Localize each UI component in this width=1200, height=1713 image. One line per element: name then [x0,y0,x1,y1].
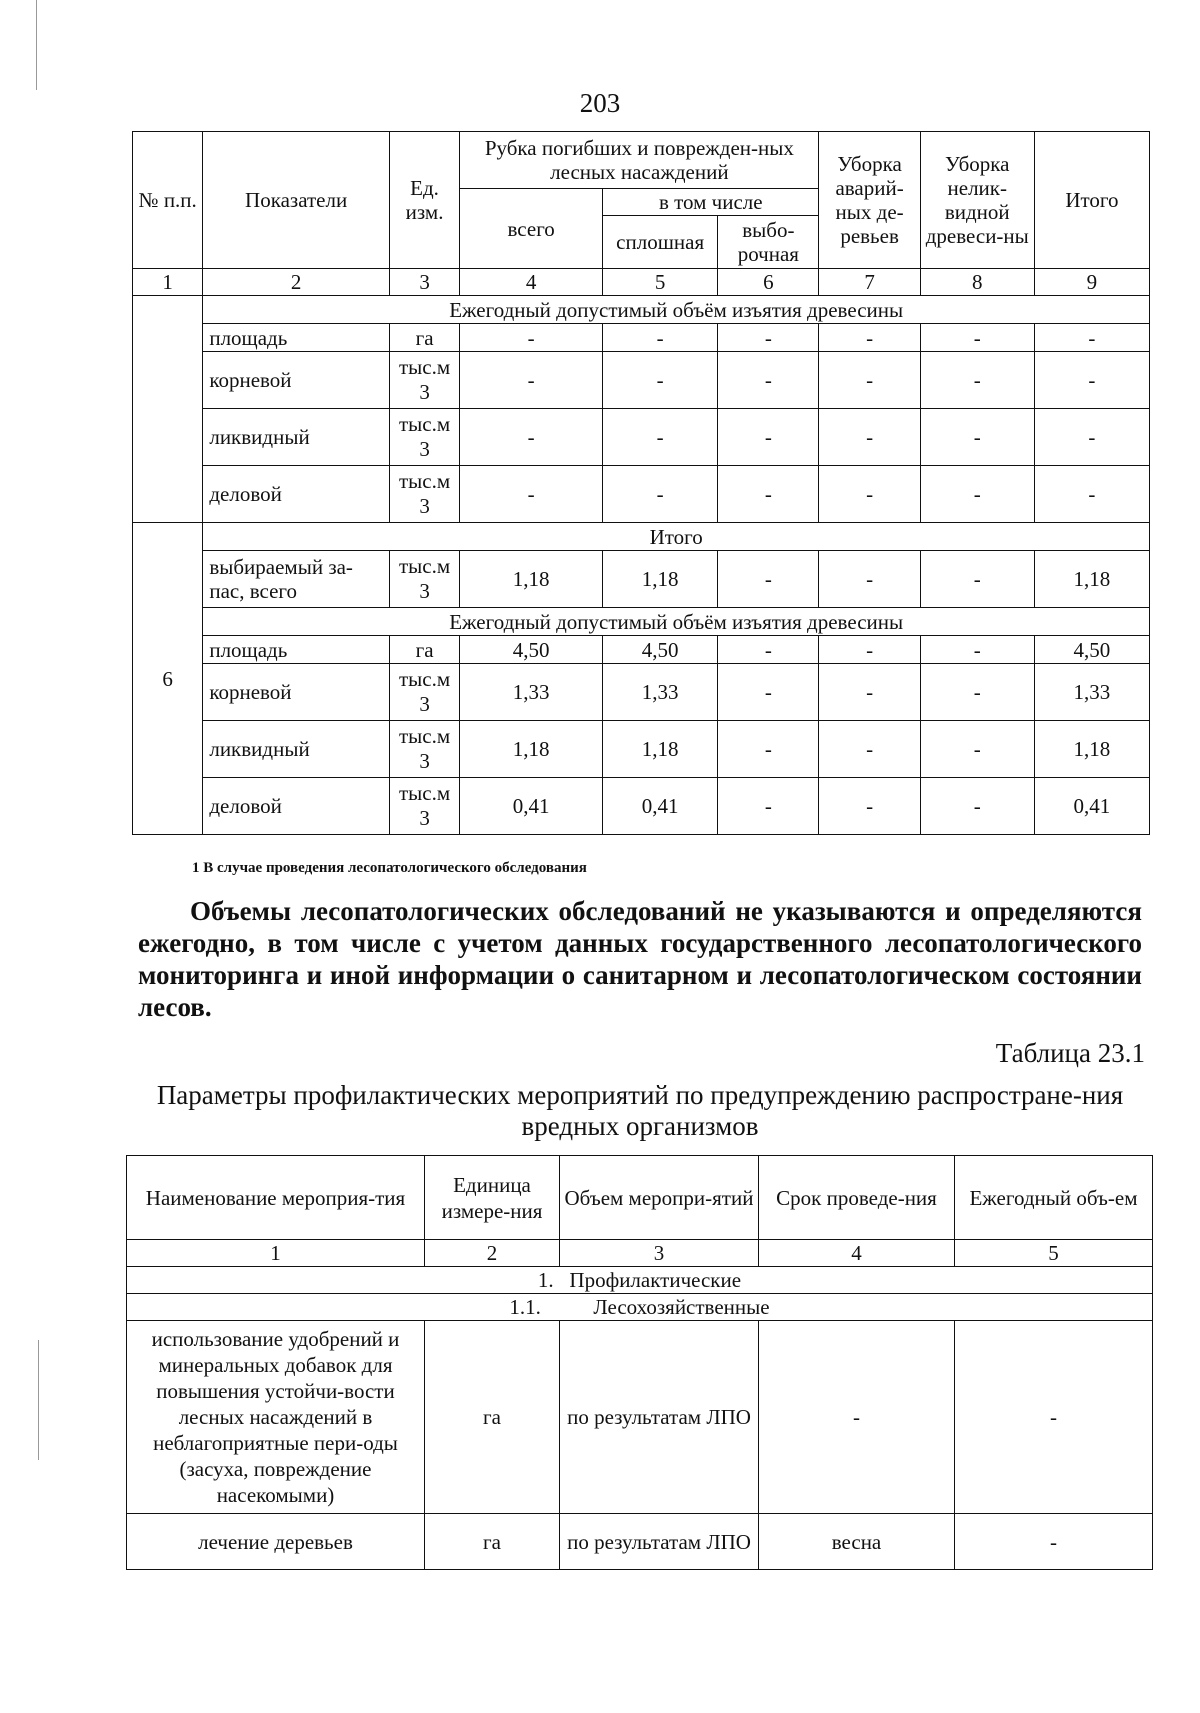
cell: - [819,636,920,664]
cell: - [819,664,920,721]
cell: - [460,324,603,352]
cell: - [460,409,603,466]
table-row [127,1514,1153,1570]
row-unit: тыс.м 3 [389,466,459,523]
cell: - [819,721,920,778]
section-title: 1. Профилактические [127,1267,1153,1294]
row-label: выбираемый за-пас, всего [203,551,390,608]
row-label: площадь [203,324,390,352]
cell: 1,18 [1034,721,1149,778]
row-unit: га [389,636,459,664]
cell: - [1034,324,1149,352]
table-row [133,551,1150,608]
table-row [133,721,1150,778]
cell: - [1034,466,1149,523]
col-number: 4 [460,269,603,296]
cell: 1,18 [460,551,603,608]
cell: 4,50 [1034,636,1149,664]
cell: - [920,466,1034,523]
header-unit: Ед. изм. [389,132,459,269]
section-title: Ежегодный допустимый объём изъятия древесины [203,296,1150,324]
cell: - [920,551,1034,608]
cell: 1,18 [1034,551,1149,608]
row-unit: тыс.м 3 [389,551,459,608]
header-cell: Срок проведе-ния [759,1156,955,1240]
table-row [133,466,1150,523]
header-nonliquid: Уборка нелик-видной древеси-ны [920,132,1034,269]
header-cell: Наименование мероприя-тия [127,1156,425,1240]
cell: 1,33 [1034,664,1149,721]
col-number: 1 [133,269,203,296]
row-label: деловой [203,466,390,523]
cell: - [718,664,819,721]
header-selective: выбо-рочная [718,216,819,269]
cell: - [955,1321,1153,1514]
cell: лечение деревьев [127,1514,425,1570]
cell: - [718,352,819,409]
cell: - [920,352,1034,409]
header-num: № п.п. [133,132,203,269]
header-cell: Объем меропри-ятий [560,1156,759,1240]
row-label: корневой [203,352,390,409]
row-unit: тыс.м 3 [389,352,459,409]
table-title: Параметры профилактических мероприятий по предупреждению распростране-ния вредных организмов [156,1080,1124,1141]
cell: га [425,1321,560,1514]
cell: 1,33 [603,664,718,721]
row-label: деловой [203,778,390,835]
cell: использование удобрений и минеральных добавок для повышения устойчи-вости лесных насаждений в неблагоприятные пери-оды (засуха, повреждение насекомыми) [127,1321,425,1514]
header-cell: Единица измере-ния [425,1156,560,1240]
col-number: 8 [920,269,1034,296]
cell: 1,18 [460,721,603,778]
cell: весна [759,1514,955,1570]
cell: - [920,636,1034,664]
cell: - [819,778,920,835]
row-unit: тыс.м 3 [389,409,459,466]
cell: - [718,551,819,608]
cell: - [460,466,603,523]
block-num: 6 [133,523,203,835]
header-including: в том числе [603,189,819,216]
prevention-table [126,1155,1153,1570]
table-row [133,324,1150,352]
header-felling-group: Рубка погибших и поврежден-ных лесных насаждений [460,132,819,189]
table-caption: Таблица 23.1 [995,1038,1145,1068]
cell: - [603,466,718,523]
cell: по результатам ЛПО [560,1514,759,1570]
page-number: 203 [579,88,621,118]
row-unit: тыс.м 3 [389,721,459,778]
header-total: всего [460,189,603,269]
col-number: 7 [819,269,920,296]
cell: - [819,551,920,608]
cell: - [460,352,603,409]
col-number: 5 [603,269,718,296]
block-num-empty [133,296,203,523]
section-itogo: Итого [203,523,1150,551]
cell: - [920,664,1034,721]
cell: 0,41 [460,778,603,835]
cell: - [718,721,819,778]
col-number: 2 [203,269,390,296]
cell: - [819,466,920,523]
cell: 1,18 [603,721,718,778]
row-label: корневой [203,664,390,721]
header-cell: Ежегодный объ-ем [955,1156,1153,1240]
cell: - [718,636,819,664]
cell: 4,50 [460,636,603,664]
col-number: 9 [1034,269,1149,296]
cell: - [603,352,718,409]
row-unit: тыс.м 3 [389,778,459,835]
cell: - [955,1514,1153,1570]
cell: - [718,324,819,352]
table-row [133,409,1150,466]
cell: 4,50 [603,636,718,664]
cell: - [603,324,718,352]
cell: - [819,409,920,466]
header-solid: сплошная [603,216,718,269]
row-unit: тыс.м 3 [389,664,459,721]
col-number: 5 [955,1240,1153,1267]
cell: - [920,409,1034,466]
subsection-title: 1.1. Лесохозяйственные [127,1294,1153,1321]
table-row [133,778,1150,835]
cell: - [759,1321,955,1514]
cell: по результатам ЛПО [560,1321,759,1514]
footnote: 1 В случае проведения лесопатологического обследования [192,860,587,876]
col-number: 1 [127,1240,425,1267]
cell: - [1034,409,1149,466]
row-label: площадь [203,636,390,664]
header-itogo: Итого [1034,132,1149,269]
cell: 0,41 [1034,778,1149,835]
cell: - [920,778,1034,835]
col-number: 3 [389,269,459,296]
scan-edge-line [36,0,37,90]
cell: 1,18 [603,551,718,608]
header-emergency: Уборка аварий-ных де-ревьев [819,132,920,269]
col-number: 2 [425,1240,560,1267]
table-row [133,636,1150,664]
cell: 1,33 [460,664,603,721]
felling-table [132,131,1150,835]
cell: - [920,721,1034,778]
cell: - [718,409,819,466]
cell: - [819,352,920,409]
col-number: 3 [560,1240,759,1267]
row-label: ликвидный [203,409,390,466]
col-number: 6 [718,269,819,296]
body-paragraph [138,895,1142,1023]
cell: га [425,1514,560,1570]
paragraph-text: Объемы лесопатологических обследований не указываются и определяются ежегодно, в том числе с учетом данных государственного лесопатологического мониторинга и иной информации о санитарном и лесопатологическом состоянии лесов. [138,896,1142,1022]
row-label: ликвидный [203,721,390,778]
cell: - [718,778,819,835]
col-number: 4 [759,1240,955,1267]
cell: - [718,466,819,523]
table-row [133,352,1150,409]
cell: - [819,324,920,352]
table-row [127,1321,1153,1514]
row-unit: га [389,324,459,352]
cell: 0,41 [603,778,718,835]
cell: - [920,324,1034,352]
cell: - [1034,352,1149,409]
cell: - [603,409,718,466]
section-title: Ежегодный допустимый объём изъятия древесины [203,608,1150,636]
header-indicators: Показатели [203,132,390,269]
table-row [133,664,1150,721]
scan-edge-line [38,1340,39,1460]
